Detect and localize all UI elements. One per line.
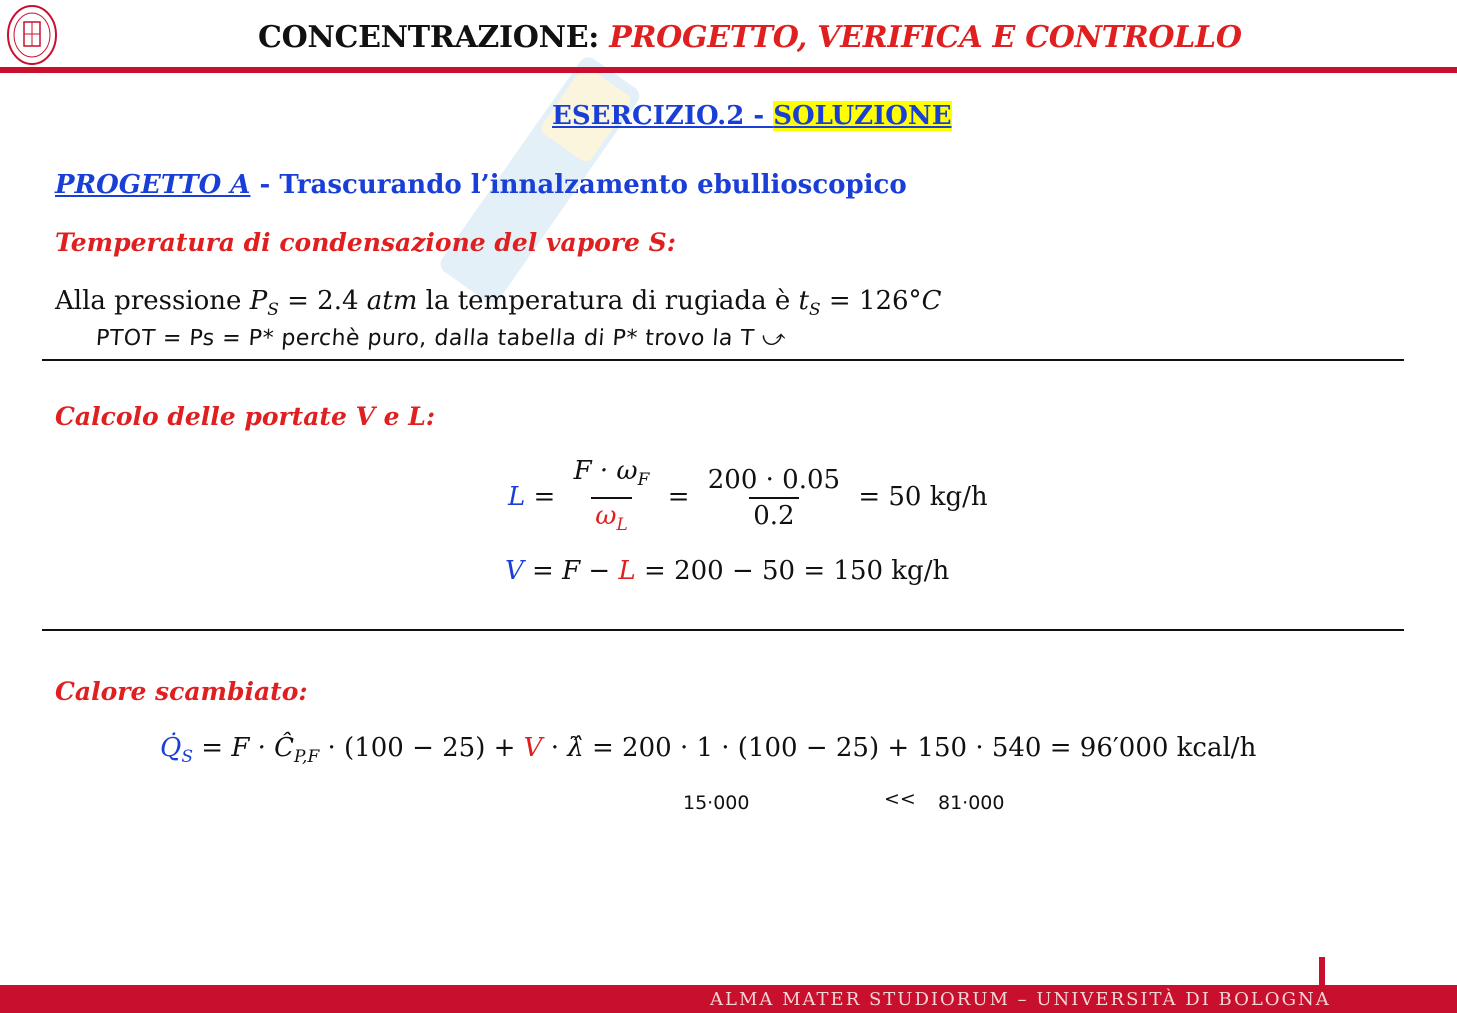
fraction-1-denominator: ω [595, 501, 617, 532]
temperature-unit: C [921, 286, 942, 316]
fraction-1-numerator: F · ω [573, 456, 638, 486]
footer-text: ALMA MATER STUDIORUM – UNIVERSITÀ DI BOLOGNA [710, 989, 1331, 1010]
title-topic: PROGETTO, VERIFICA E CONTROLLO [609, 20, 1242, 55]
handwritten-comparison: << [884, 788, 916, 810]
L-result: = 50 kg/h [858, 482, 988, 513]
temperature-prefix: la temperatura di rugiada è [417, 286, 799, 316]
page-title [258, 20, 1242, 55]
header-divider [0, 67, 1457, 73]
pressure-unit: atm [366, 286, 418, 316]
section-divider [42, 359, 1404, 361]
project-description: - Trascurando l’innalzamento ebullioscopico [250, 170, 907, 200]
handwritten-value-1: 15·000 [683, 792, 750, 814]
section-divider [42, 629, 1404, 631]
equation-V: V = F − L = 200 − 50 = 150 kg/h [505, 556, 950, 586]
pressure-value: = 2.4 [278, 286, 367, 316]
handwritten-value-2: 81·000 [938, 792, 1005, 814]
title-prefix: CONCENTRAZIONE: [258, 20, 600, 55]
project-label: PROGETTO A [55, 170, 251, 200]
exercise-heading [552, 101, 952, 131]
pressure-prefix: Alla pressione [55, 286, 250, 316]
fraction-2 [704, 463, 844, 533]
equation-Q: $Q̇_S = F$ · $Ĉ_{P,F} \cdot (100 - 25) + V$ · λ̂ = 200 · 1 · (100 − 25) + 150 · 540 = 96′000 kcal/h [160, 733, 1257, 768]
university-seal-logo [6, 4, 58, 66]
fraction-1: $\frac{F \cdot \omega_F}{\omega_L}$ [570, 454, 654, 542]
project-heading [55, 170, 907, 200]
L-symbol: L [508, 482, 526, 513]
V-result: = 200 − 50 = 150 kg/h [644, 556, 950, 586]
fraction-2-denominator: 0.2 [749, 497, 798, 533]
handwritten-note: PTOT = Ps = P* perchè puro, dalla tabella di P* trovo la T ⤻ [95, 326, 787, 351]
temperature-heading: Temperatura di condensazione del vapore S: [55, 228, 676, 257]
temperature-value: = 126° [820, 286, 922, 316]
heat-heading: Calore scambiato: [55, 677, 308, 706]
Q-result: = 200 · 1 · (100 − 25) + 150 · 540 = 96′000 kcal/h [592, 733, 1257, 763]
exercise-label: ESERCIZIO.2 - [552, 101, 774, 131]
flows-heading: Calcolo delle portate V e L: [55, 402, 436, 431]
solution-label: SOLUZIONE [773, 101, 952, 131]
fraction-2-numerator: 200 · 0.05 [707, 465, 841, 496]
equation-L: L = $\frac{F \cdot \omega_F}{\omega_L}$ = $\frac{200 \cdot 0.05}{0.2}$ = 50 kg/h [508, 454, 988, 542]
pressure-sentence: Alla pressione $P_S = 2.4$ atm la temperatura di rugiada è $t_S = 126^\circ C$ [55, 286, 942, 321]
